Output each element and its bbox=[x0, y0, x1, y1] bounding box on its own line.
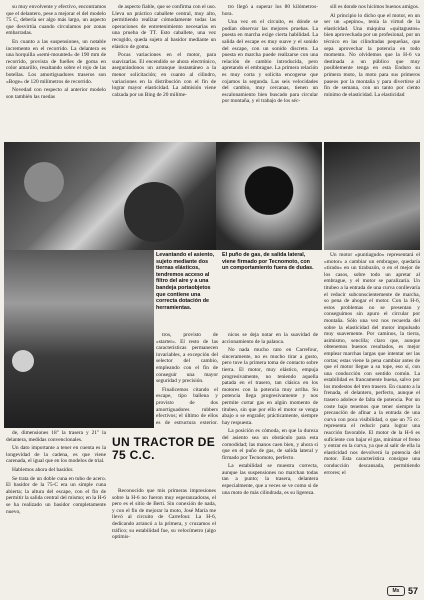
body-column-5 bbox=[156, 332, 218, 424]
page-number: 57 bbox=[407, 586, 418, 596]
paragraph: Novedad con respecto al anterior modelo son también las ruedas bbox=[6, 87, 106, 100]
paragraph: Al principio lo dicho que el motor, en un ser un «pepino», tenía la virtud de la elasticidad. Una máquina «quitagustos» bien aprovechada por un profesional, por un técnico en las cilindradas pequeñas, que sepa aprovechar la potencia en todo momento. No olvidemos que la H-6 va destinada a un público que muy posiblemente tenga en esta Enduro su primera moto, la moto para sus primeros paseos por la montaña y para divertirse al fin de semana, con un tanto por ciento mínimo de elasticidad. La elasticidad bbox=[324, 12, 420, 98]
body-column-1 bbox=[6, 4, 106, 140]
seat-storage-photo bbox=[4, 250, 154, 428]
paragraph: Hablemos ahora del basidor. bbox=[12, 466, 74, 473]
paragraph: de, dimensiones 18" la trasera y 21" la delantera, medidas convencionales. bbox=[6, 430, 106, 443]
magazine-logo: Mx bbox=[387, 586, 405, 596]
paragraph: de aspecto fiable, que se confirma con el uso. Lleva un práctico caballete central, muy alto, permitiendo realizar cómodamente todas las operaciones de entretenimiento necesarias en una prueba de TT. Esto caballete, una vez recogido, queda sujeto al basidor mediante un elástico de goma. bbox=[112, 4, 216, 50]
body-column-6 bbox=[222, 332, 318, 594]
paragraph: tro llegó a superar los 80 kilómetros-hora. bbox=[222, 4, 318, 17]
paragraph: La posición es cómoda, en que la dureza del asiento sea un obstáculo para esta comodidad; las manos caen bien, y ahora sí que en el puño de gas, de salida lateral y firmado por Tecnomoto, perfecto. bbox=[222, 428, 318, 461]
section-headline: UN TRACTOR DE 75 C.C. bbox=[112, 435, 216, 462]
body-column-3 bbox=[222, 4, 318, 140]
paragraph: Pocas variaciones en el motor, para suavizarlas. El encendido se ahora electrónico, asegurándonos un arranque instantáneo a la menor solicitación; en cuanto al cilindro, variaciones en la distribución con el fin de lograr mayor elasticidad. La admisión viene calzada por un Bing de 20 milíme- bbox=[112, 52, 216, 98]
paragraph: Se trata de un doble cuna en tubo de acero. El basidor de la 75-C era un simple cuna abierta; la altura del escape, con el fin de permitir la salida central del mismo; en la H-6 se ha realizado un basidor completamente nuevo, bbox=[6, 475, 106, 515]
paragraph: sill es donde nos hicimos buenos amigos. bbox=[330, 4, 420, 10]
motorcycle-side-photo bbox=[4, 142, 216, 250]
body-column-4 bbox=[324, 4, 420, 140]
paragraph: Finalicemos citando el escape, tipo ballena y provisto de dos amortiguadores rubbers efectivos; el último de ellos es de estructura exterior, bbox=[156, 386, 218, 424]
paragraph: Un dato importante a tener en cuenta es la longevidad de la cadena, es que viene carenada, el igual que en los modelos de trial. bbox=[6, 445, 106, 465]
handlebar-photo bbox=[324, 142, 420, 250]
body-column-8 bbox=[6, 430, 106, 594]
paragraph: tros, provisto de «starter». El resto de las características permanecen invariables, a excepción del selector del cambio, empleando con el fin de conseguir una mayor seguridad y precisión. bbox=[156, 332, 218, 385]
paragraph: Un motor «puntiagudo» representará el «motor» a cambiar un embrague, quedaría «tirado» en un tirabuzón, o en el mejor de los casos, sobre todo un apretar al embrague, y el motor se paralizaría. Un titubeo a la entrada de una curva conllevaría el reducir subconscientemente de marcha, so pena de ahogar el motor. Con la H-6, estos problemas no se presentan y conseguimos sin apuro el circular por montaña. Sólo una vez nos recuerda del sobre la elasticidad del motor impulsado muy suavemente. Por caminos, la tierra, asimismo, sencilla; claro que, aunque obtenemos buenos resultados, es mejor emplear marchas largas que intentar ser las cortas; estas viene la pena cambiar antes de que el motor llegue a su tope, eso sí, con una conducción con sentido común. La estabilidad es francamente buena, salvo por los modestos del tren trasero. En cuanto a la frenada, el delantero, perfecto, aunque el trasero adolece de falta de potencia. Por un coste bajo tenemos que tener siempre la precaución de afinar a la entrada de una curva con poca visibilidad, o que un 75 cc. representa el reducir para lograr una reacción favorable. El motor de la H-6 es suficiente con bajar el gas, minimar el freno y entrar en la curva, ya que al salir de ella la elasticidad nos devolverá la potencia del motor. Esta característica consigue una conducción descansada, permitiendo errores; el bbox=[324, 252, 420, 476]
body-column-7 bbox=[324, 252, 420, 588]
page-footer bbox=[387, 586, 418, 596]
body-column-2 bbox=[112, 4, 216, 140]
body-column-9 bbox=[112, 488, 216, 594]
paragraph: La estabilidad se muestra correcta, aunque las suspensiones no marchan todas tan a punto; la trasera, delantera especialmente, que a veces se ve como si de una moto de más cilindrada, es su ligereza. bbox=[222, 463, 318, 496]
paragraph: Reconocido que mis primeras impresiones sobre la H-6 no fueron muy esperanzadoras, el pero es el sitio de Berti. Sin conexión de nada, y con el fin de mejorar la moto, José María me llevó al circuito de Carrefour. La H-6, dedicando arrancó a la primera, y cruzamos el tráfico; su estabilidad fue, su velocímetro (algo optimis- bbox=[112, 488, 216, 541]
paragraph: No nada mucho rato en Carrefour, sinceramente, no es mucho tirar a gusto, pero tuve la primera toma de contacto sobre tierra. El motor, muy elástico, empuja progresivamente, no teniendo aquella patada en el trasero, tan clásica en los motores con la potencia muy arriba. Su potencia llega progresivamente y nos permite cortar gas en algún momento de titubeo, sin que por ello el motor se venga abajo o se engrañe; prácticamente, siempre hay respuesta. bbox=[222, 347, 318, 426]
photo-caption-throttle: El puño de gas, de salida lateral, viene firmado por Tecnomoto, con un comportamiento fuera de dudas. bbox=[222, 252, 314, 272]
paragraph: su muy envolvente y efectivo, encontramos que el delantero, pese a mejorar el del modelo 75 C, debería ser algo más largo, un aspecto que desvirtúa cuando circulamos por zonas embarradas. bbox=[6, 4, 106, 37]
paragraph: Una vez en el circuito, es dónde se podían observar las mejores pruebas. La puesta en marcha exige cierta habilidad. La salida del escape es muy suave y el sonido del escape, con un sonido discreto. La puesta en marcha puede realizarse con una relación de cambio introducida, pero apretando el embrague. La primera relación es muy corta y solicita encogerse que cojamos la segunda. Las seis velocidades del cambio, muy cercanas, tienen un escalonamiento bien buscado para circular por montaña, y el trabajo de los séc- bbox=[222, 19, 318, 105]
paragraph: En cuanto a las suspensiones, un notable incremento en el recorrido. La delantera es una horquilla «semi-mounted» de 190 mm de recorrido, provista de fuelles de goma en color amarillo, resaltando sobre el rojo de las botellas. Los amortiguadores traseros son «Boge» de 120 milímetros de recorrido. bbox=[6, 38, 106, 85]
throttle-closeup-photo bbox=[216, 142, 322, 250]
photo-caption-seat: Levantando el asiento, sujeto mediante dos tiernas elásticos, tendremos acceso al filtro del aire y a una bandeja portaobjetos que contiene una correcta dotación de herramientas. bbox=[156, 252, 215, 311]
paragraph: nicos se deja notar en la suavidad de accionamiento de la palanca. bbox=[222, 332, 318, 345]
